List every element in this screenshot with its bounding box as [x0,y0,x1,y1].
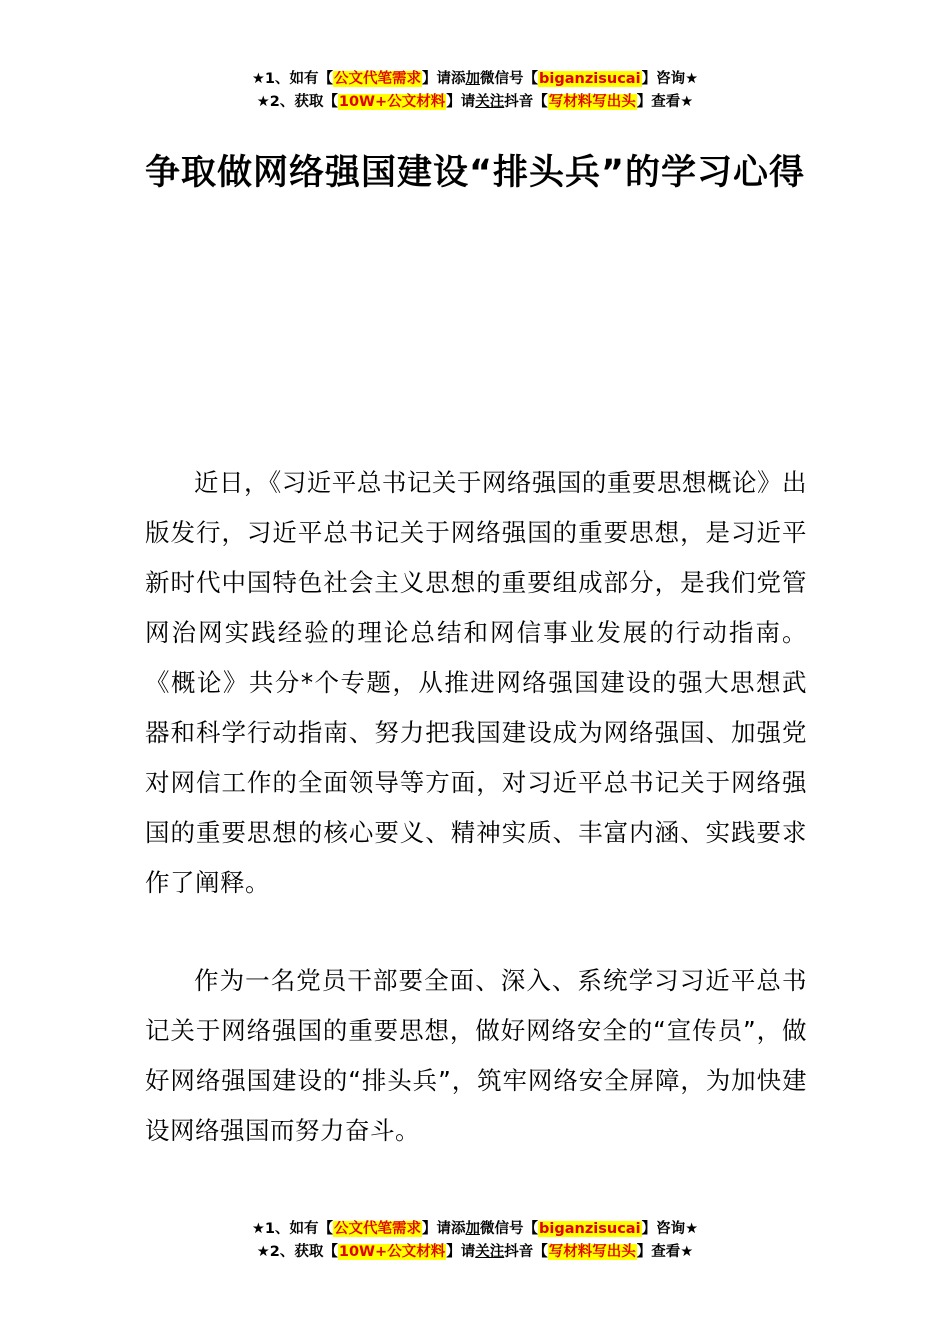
banner-text: 抖音【 [504,1244,548,1260]
body-paragraph-1: 近日，《习近平总书记关于网络强国的重要思想概论》出版发行，习近平总书记关于网络强国的重要思想，是习近平新时代中国特色社会主义思想的重要组成部分，是我们党管网治网实践经验的理论总结和网信事业发展的行动指南。《概论》共分*个专题，从推进网络强国建设的强大思想武器和科学行动指南、努力把我国建设成为网络强国、加强党对网信工作的全面领导等方面，对习近平总书记关于网络强国的重要思想的核心要义、精神实质、丰富内涵、实践要求作了阐释。 [145,468,807,897]
header-banner [0,68,950,114]
banner-text: 】请添 [422,71,466,87]
banner-line-2 [0,1241,950,1264]
banner-highlight: 10W+公文材料 [338,1244,446,1260]
banner-text: ★2、获取【 [256,94,338,110]
banner-text: 微信号【 [480,71,539,87]
banner-highlight: 公文代笔需求 [334,1221,422,1237]
footer-banner [0,1218,950,1264]
banner-underlined-text: 加 [465,1221,481,1237]
banner-highlight: biganzisucai [539,1221,641,1237]
banner-line-1 [0,1218,950,1241]
banner-text: 】咨询★ [641,1221,699,1237]
banner-underlined-text: 加 [465,71,481,87]
banner-underlined-text: 关注 [475,1244,505,1260]
document-title: 争取做网络强国建设“排头兵”的学习心得 [144,153,805,193]
banner-underlined-text: 关注 [475,94,505,110]
banner-text: 】查看★ [636,94,694,110]
banner-highlight: 写材料写出头 [548,94,636,110]
banner-text: 】请添 [422,1221,466,1237]
banner-text: 微信号【 [480,1221,539,1237]
banner-highlight: 公文代笔需求 [334,71,422,87]
banner-line-1 [0,68,950,91]
banner-highlight: 10W+公文材料 [338,94,446,110]
banner-text: ★1、如有【 [251,71,334,87]
banner-text: 】请 [446,1244,476,1260]
banner-text: 】咨询★ [641,71,699,87]
banner-text: 】查看★ [636,1244,694,1260]
banner-text: 抖音【 [504,94,548,110]
banner-text: 】请 [446,94,476,110]
banner-highlight: 写材料写出头 [548,1244,636,1260]
body-paragraph-2: 作为一名党员干部要全面、深入、系统学习习近平总书记关于网络强国的重要思想，做好网络安全的“宣传员”，做好网络强国建设的“排头兵”，筑牢网络安全屏障，为加快建设网络强国而努力奋斗。 [145,966,807,1145]
banner-text: ★1、如有【 [251,1221,334,1237]
banner-highlight: biganzisucai [539,71,641,87]
banner-text: ★2、获取【 [256,1244,338,1260]
